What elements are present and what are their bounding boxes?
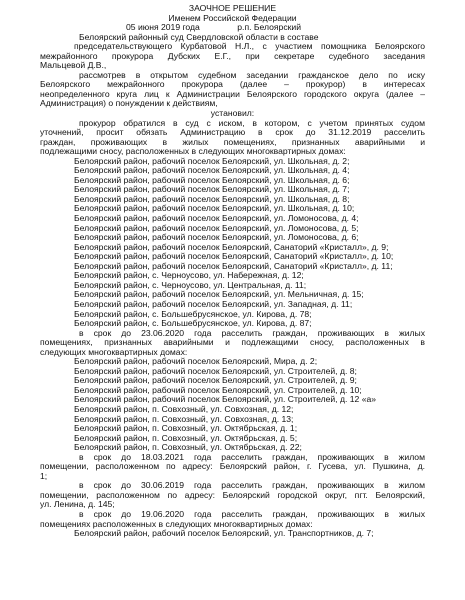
text-line: Белоярский район, рабочий поселок Белоярский, ул. Строителей, д. 10; <box>74 385 362 395</box>
text-line: помещениях расположенных в следующих многоквартирных домах: <box>40 519 313 529</box>
text-line: в срок до 19.06.2020 года расселить граждан, проживающих в жилых <box>79 509 425 519</box>
text-line: уточнений, просит обязать Администрацию в срок до 31.12.2019 расселить <box>40 128 425 138</box>
text-line: Белоярский район, рабочий поселок Белоярский, ул. Западная, д. 11; <box>74 299 353 309</box>
text-line: помещении, расположенном по адресу: Белоярский район, г. Гусева, ул. Пушкина, д. <box>40 462 425 472</box>
text-line: Белоярский район, рабочий поселок Белоярский, ул. Школьная, д. 4; <box>74 166 350 176</box>
text-line: Белоярский район, рабочий поселок Белоярский, ул. Строителей, д. 9; <box>74 376 357 386</box>
text-line: Белоярский район, п. Совхозный, ул. Совхозная, д. 13; <box>74 414 294 424</box>
text-line: Белоярский район, рабочий поселок Белоярский, ул. Строителей, д. 12 «а» <box>74 395 377 405</box>
text-line: Белоярский район, рабочий поселок Белоярский, ул. Школьная, д. 10; <box>74 204 355 214</box>
document-body <box>40 33 425 539</box>
text-line: Белоярский район, п. Совхозный, ул. Октябрьская, д. 22; <box>74 443 302 453</box>
text-line: Администрация) о понуждении к действиям, <box>40 99 218 109</box>
text-line: 1; <box>40 471 48 481</box>
text-line: Белоярский район, с. Черноусово, ул. Набережная, д. 12; <box>74 271 304 281</box>
text-line: Белоярский район, рабочий поселок Белоярский, Санаторий «Кристалл», д. 10; <box>74 252 394 262</box>
text-line: Белоярский район, рабочий поселок Белоярский, ул. Школьная, д. 8; <box>74 194 350 204</box>
text-line: в срок до 23.06.2020 года расселить граждан, проживающих в жилых <box>79 328 425 338</box>
text-line: Белоярский район, рабочий поселок Белоярский, ул. Ломоносова, д. 6; <box>74 233 359 243</box>
text-line: межрайонного прокурора Дубских Е.Г., при секретаре судебного заседания <box>40 51 425 61</box>
text-line: помещении, расположенном по адресу: Белоярский городской округ, пгт. Белоярский, <box>40 490 425 500</box>
text-line: Белоярский район, рабочий поселок Белоярский, ул. Школьная, д. 6; <box>74 175 350 185</box>
text-line: неопределенного круга лиц к Администрации Белоярского городского округа (далее – <box>40 89 425 99</box>
text-line: председательствующего Курбатовой Н.Л., с участием помощника Белоярского <box>74 42 425 52</box>
text-line: Белоярский район, рабочий поселок Белоярский, ул. Ломоносова, д. 4; <box>74 214 359 224</box>
text-line: Белоярский район, п. Совхозный, ул. Октябрьская, д. 5; <box>74 433 298 443</box>
text-line: Белоярский район, рабочий поселок Белоярский, ул. Мельничная, д. 15; <box>74 290 364 300</box>
text-line: Мальцевой Д.В., <box>40 61 107 71</box>
text-line: граждан, проживающих в жилых помещениях, признанных аварийными и <box>40 137 425 147</box>
text-line: Белоярский район, рабочий поселок Белоярский, ул. Школьная, д. 2; <box>74 156 350 166</box>
text-line: Белоярский район, рабочий поселок Белоярский, Мира, д. 2; <box>74 357 318 367</box>
text-line: Белоярский район, п. Совхозный, ул. Совхозная, д. 12; <box>74 404 294 414</box>
text-line: ул. Ленина, д. 145; <box>40 500 115 510</box>
text-line: в срок до 18.03.2021 года расселить граждан, проживающих в жилом <box>79 452 425 462</box>
text-line: Белоярский район, рабочий поселок Белоярский, ул. Школьная, д. 7; <box>74 185 350 195</box>
text-line: Белоярский район, п. Совхозный, ул. Октябрьская, д. 1; <box>74 424 298 434</box>
document-subtitle: Именем Российской Федерации <box>168 13 297 23</box>
text-line: Белоярский район, рабочий поселок Белоярский, ул. Строителей, д. 8; <box>74 366 357 376</box>
text-line: следующих многоквартирных домах: <box>40 347 188 357</box>
text-line: прокурор обратился в суд с иском, в котором, с учетом принятых судом <box>79 118 425 128</box>
text-line: Белоярский район, рабочий поселок Белоярский, Санаторий «Кристалл», д. 9; <box>74 242 389 252</box>
text-line: Белоярский район, рабочий поселок Белоярский, Санаторий «Кристалл», д. 11; <box>74 261 393 271</box>
text-line: Белоярский район, рабочий поселок Белоярский, ул. Ломоносова, д. 5; <box>74 223 359 233</box>
text-line: подлежащими сносу, расположенных в следующих многоквартирных домах: <box>40 147 346 157</box>
decision-date: 05 июня 2019 года <box>126 23 200 33</box>
text-line: Белоярский район, с. Большебрусянское, ул. Кирова, д. 87; <box>74 319 312 329</box>
text-line: в срок до 30.06.2019 года расселить граждан, проживающих в жилом <box>79 481 425 491</box>
date-place-row <box>40 23 425 33</box>
text-line: установил: <box>210 109 255 119</box>
text-line: Белоярский районный суд Свердловской области в составе <box>79 32 319 42</box>
text-line: рассмотрев в открытом судебном заседании гражданское дело по иску <box>79 70 425 80</box>
decision-place: р.п. Белоярский <box>237 23 301 33</box>
text-line: Белоярский район, с. Черноусово, ул. Центральная, д. 11; <box>74 280 307 290</box>
text-line: Белоярского межрайонного прокурора (далее – прокурор) в интересах <box>40 80 425 90</box>
document-title: ЗАОЧНОЕ РЕШЕНИЕ <box>188 4 277 13</box>
text-line: Белоярский район, с. Большебрусянское, ул. Кирова, д. 78; <box>74 309 312 319</box>
text-line: Белоярский район, рабочий поселок Белоярский, ул. Транспортников, д. 7; <box>74 529 374 539</box>
text-line: помещениях, признанных аварийными и подлежащими сносу, расположенных в <box>40 338 425 348</box>
